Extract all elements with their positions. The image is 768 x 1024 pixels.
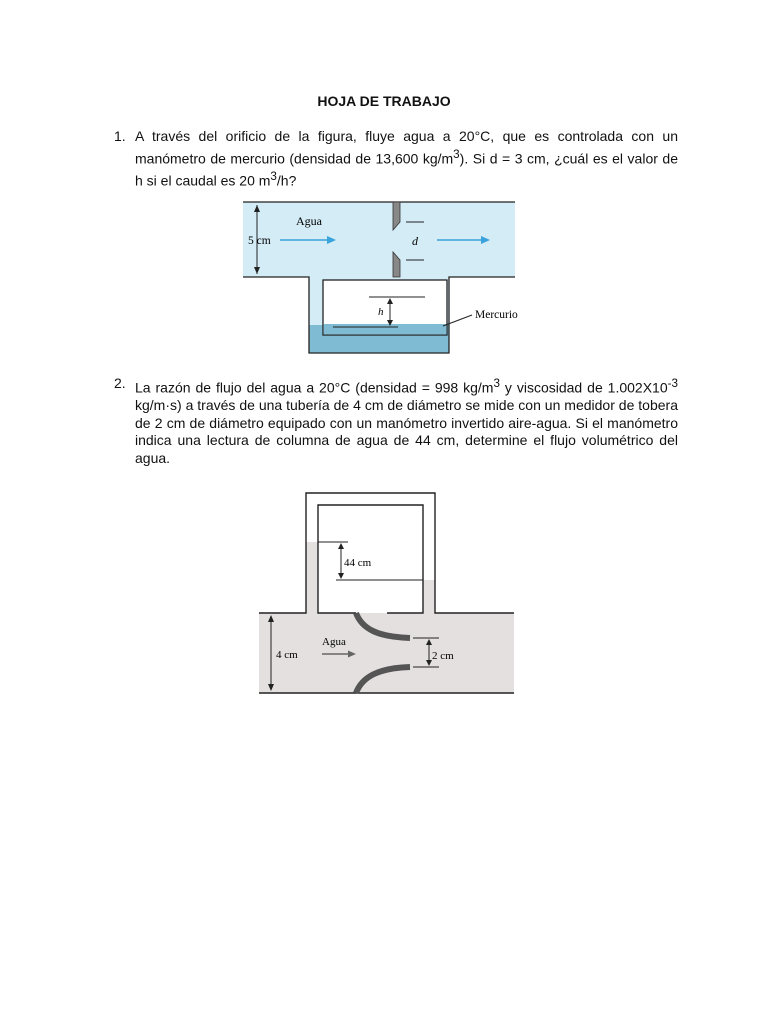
pipe-label: 4 cm <box>276 649 298 661</box>
right-leg-water <box>423 580 435 614</box>
manometer-outer <box>259 493 514 613</box>
reading-label: 44 cm <box>344 557 372 569</box>
problem-text: A través del orificio de la figura, fluye agua a 20°C, que es controlada con un manómetro de mercurio (densidad de 13,600 $kg/m^3$). Si d = 3 cm, ¿cuál es el valor de h si el caudal es 20 $m^3/h$? <box>135 128 678 189</box>
height-label: 5 cm <box>248 235 271 247</box>
page-title: HOJA DE TRABAJO <box>317 93 451 109</box>
d-label: d <box>412 234 418 248</box>
agua-label: Agua <box>322 636 346 648</box>
problem-2 <box>114 375 678 467</box>
problem-1 <box>114 128 678 190</box>
orifice-figure <box>240 198 518 360</box>
h-label: h <box>378 306 384 318</box>
inner-mercury <box>324 324 447 334</box>
mercurio-label: Mercurio <box>475 309 518 321</box>
problem-number: 1. <box>114 128 126 144</box>
reading-arrow-bottom <box>338 573 344 579</box>
nozzle-figure <box>256 487 518 699</box>
nozzle-label: 2 cm <box>432 650 454 662</box>
problem-text: La razón de flujo del agua a 20°C (densidad = 998 $kg/m^3$ y viscosidad de $1.002X10^{-3}$ kg/m·s) a través de una tubería de 4 cm de diámetro se mide con un medidor de tobera de 2 cm de diámetro equipado con un manómetro invertido aire-agua. Si el manómetro indica una lectura de columna de agua de 44 cm, determine el flujo volumétrico del agua. <box>135 377 678 466</box>
reading-arrow-top <box>338 543 344 549</box>
agua-label: Agua <box>296 214 322 228</box>
left-leg-water <box>306 542 318 614</box>
problem-number: 2. <box>114 375 126 391</box>
